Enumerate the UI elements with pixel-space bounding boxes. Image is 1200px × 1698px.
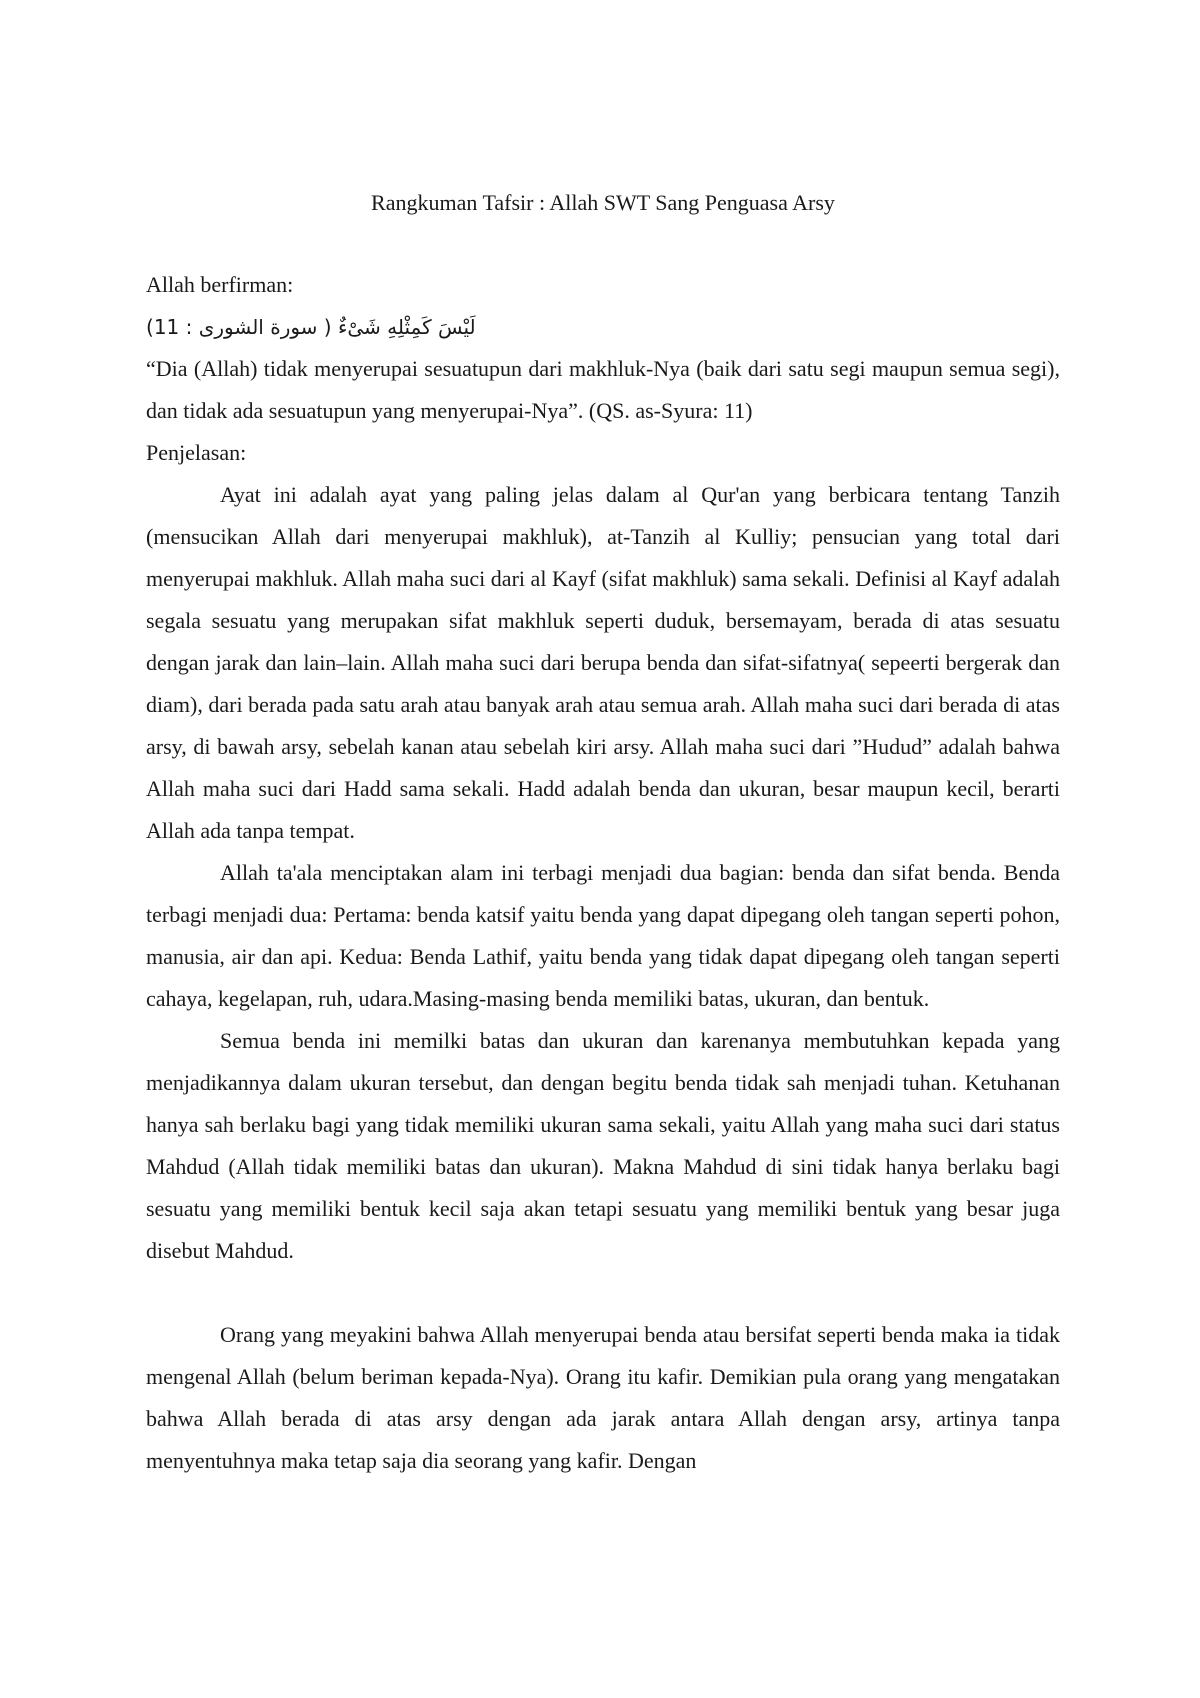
verse-arabic: (لَيْسَ كَمِثْلِهِ شَىْءٌ ( سورة الشورى : 11 [146,315,476,339]
paragraph-closing: Orang yang meyakini bahwa Allah menyerupai benda atau bersifat seperti benda maka ia tidak mengenal Allah (belum beriman kepada-Nya). Orang itu kafir. Demikian pula orang yang mengatakan bahwa Allah berada di atas arsy dengan ada jarak antara Allah dengan arsy, artinya tanpa menyentuhnya maka tetap saja dia seorang yang kafir. Dengan [146,1322,1060,1473]
paragraph-mahdud: Semua benda ini memilki batas dan ukuran dan karenanya membutuhkan kepada yang menjadikannya dalam ukuran tersebut, dan dengan begitu benda tidak sah menjadi tuhan. Ketuhanan hanya sah berlaku bagi yang tidak memiliki ukuran sama sekali, yaitu Allah yang maha suci dari status Mahdud (Allah tidak memiliki batas dan ukuran). Makna Mahdud di sini tidak hanya berlaku bagi sesuatu yang memiliki bentuk kecil saja akan tetapi sesuatu yang memiliki bentuk yang besar juga disebut Mahdud. [146,1028,1060,1263]
document-title: Rangkuman Tafsir : Allah SWT Sang Penguasa Arsy [371,190,835,215]
verse-translation: “Dia (Allah) tidak menyerupai sesuatupun dari makhluk-Nya (baik dari satu segi maupun semua segi), dan tidak ada sesuatupun yang menyerupai-Nya”. (QS. as-Syura: 11) [146,356,1060,423]
paragraph-tanzih: Ayat ini adalah ayat yang paling jelas dalam al Qur'an yang berbicara tentang Tanzih (mensucikan Allah dari menyerupai makhluk), at-Tanzih al Kulliy; pensucian yang total dari menyerupai makhluk. Allah maha suci dari al Kayf (sifat makhluk) sama sekali. Definisi al Kayf adalah segala sesuatu yang merupakan sifat makhluk seperti duduk, bersemayam, berada di atas sesuatu dengan jarak dan lain–lain. Allah maha suci dari berupa benda dan sifat-sifatnya( sepeerti bergerak dan diam), dari berada pada satu arah atau banyak arah atau semua arah. Allah maha suci dari berada di atas arsy, di bawah arsy, sebelah kanan atau sebelah kiri arsy. Allah maha suci dari ”Hudud” adalah bahwa Allah maha suci dari Hadd sama sekali. Hadd adalah benda dan ukuran, besar maupun kecil, berarti Allah ada tanpa tempat. [146,482,1060,843]
paragraph-benda: Allah ta'ala menciptakan alam ini terbagi menjadi dua bagian: benda dan sifat benda. Benda terbagi menjadi dua: Pertama: benda katsif yaitu benda yang dapat dipegang oleh tangan seperti pohon, manusia, air dan api. Kedua: Benda Lathif, yaitu benda yang tidak dapat dipegang oleh tangan seperti cahaya, kegelapan, ruh, udara.Masing-masing benda memiliki batas, ukuran, dan bentuk. [146,860,1060,1011]
paragraph-spacer [146,1272,1060,1314]
explanation-label: Penjelasan: [146,440,247,465]
verse-arabic-line [146,306,1060,348]
document-body [146,182,1060,1482]
intro-label: Allah berfirman: [146,272,294,297]
